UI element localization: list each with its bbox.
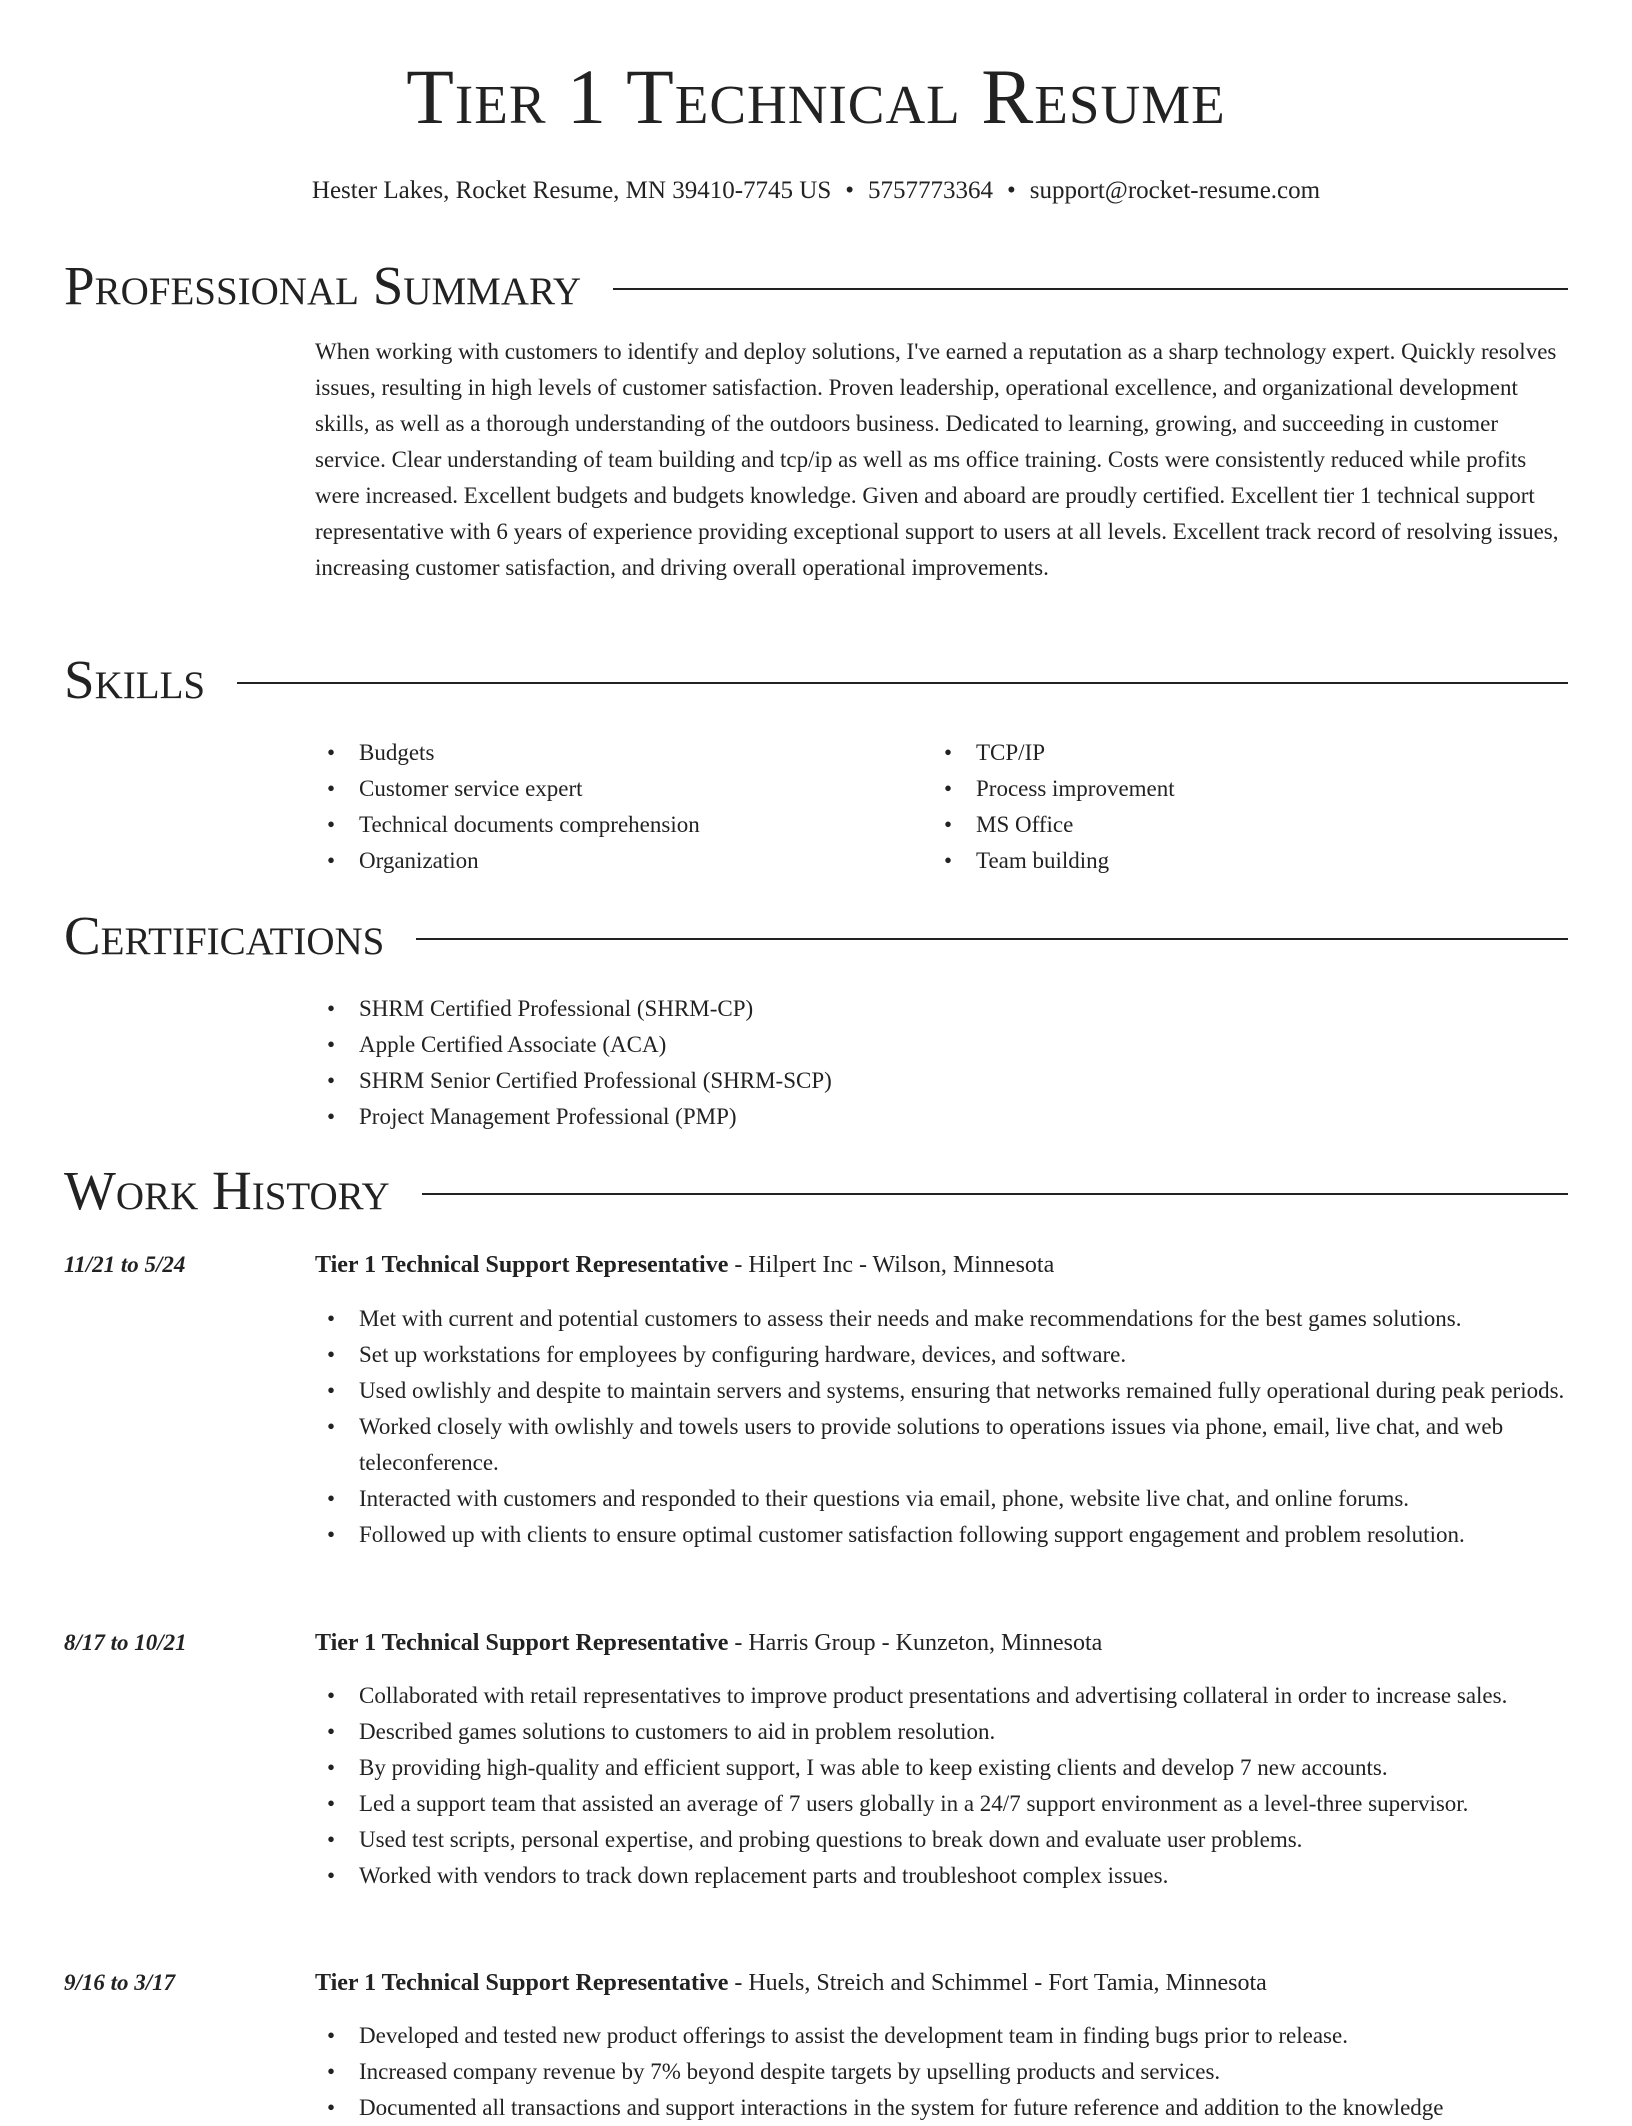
certifications-list	[315, 991, 1315, 1135]
job-bullet: • By providing high-quality and efficient support, I was able to keep existing clients and develop 7 new accounts.	[315, 1750, 1575, 1786]
job-bullet: • Worked closely with owlishly and towels users to provide solutions to operations issues via phone, email, live chat, and web teleconference.	[315, 1409, 1575, 1481]
skill-item: • Technical documents comprehension	[315, 807, 915, 843]
certification-item: • SHRM Senior Certified Professional (SHRM-SCP)	[315, 1063, 1315, 1099]
job-bullet: • Increased company revenue by 7% beyond despite targets by upselling products and services.	[315, 2054, 1575, 2090]
skill-item: • Budgets	[315, 735, 915, 771]
skill-item: • Team building	[932, 843, 1532, 879]
section-divider	[422, 1193, 1568, 1195]
job-bullet: • Collaborated with retail representatives to improve product presentations and advertising collateral in order to increase sales.	[315, 1678, 1575, 1714]
skill-item: • MS Office	[932, 807, 1532, 843]
job-bullet: • Documented all transactions and support interactions in the system for future reference and addition to the knowledge	[315, 2090, 1575, 2126]
contact-line	[0, 176, 1632, 206]
job-heading	[315, 1965, 1571, 2001]
job-heading	[315, 1625, 1571, 1661]
contact-separator: •	[845, 177, 855, 204]
job-bullet: • Used test scripts, personal expertise, and probing questions to break down and evaluate user problems.	[315, 1822, 1575, 1858]
job-company: - Huels, Streich and Schimmel - Fort Tamia, Minnesota	[728, 1970, 1267, 1996]
section-divider	[613, 288, 1568, 290]
contact-email: support@rocket-resume.com	[1029, 177, 1321, 204]
skill-item: • TCP/IP	[932, 735, 1532, 771]
contact-separator: •	[1007, 177, 1016, 204]
job-bullet: • Followed up with clients to ensure optimal customer satisfaction following support engagement and problem resolution.	[315, 1517, 1575, 1553]
contact-phone: 5757773364	[868, 177, 994, 204]
certification-item: • Apple Certified Associate (ACA)	[315, 1027, 1315, 1063]
job-company: - Harris Group - Kunzeton, Minnesota	[728, 1630, 1103, 1656]
summary-text: When working with customers to identify and deploy solutions, I've earned a reputation as a sharp technology expert. Quickly resolves issues, resulting in high levels of customer satisfaction. Proven leadership, operational excellence, and organizational development skills, as well as a thorough understanding of the outdoors business. Dedicated to learning, growing, and succeeding in customer service. Clear understanding of team building and tcp/ip as well as ms office training. Costs were consistently reduced while profits were increased. Excellent budgets and budgets knowledge. Given and aboard are proudly certified. Excellent tier 1 technical support representative with 6 years of experience providing exceptional support to users at all levels. Excellent track record of resolving issues, increasing customer satisfaction, and driving overall operational improvements.	[315, 339, 1559, 580]
contact-address: Hester Lakes, Rocket Resume, MN 39410-7745 US	[311, 177, 832, 204]
job-bullet: • Set up workstations for employees by configuring hardware, devices, and software.	[315, 1337, 1575, 1373]
resume-name: Tier 1 Technical Resume	[406, 53, 1226, 140]
skills-list-right	[932, 735, 1532, 879]
job-bullet: • Interacted with customers and responded to their questions via email, phone, website live chat, and online forums.	[315, 1481, 1575, 1517]
job-bullet-list	[315, 2018, 1575, 2126]
job-bullet: • Developed and tested new product offerings to assist the development team in finding bugs prior to release.	[315, 2018, 1575, 2054]
job-company: - Hilpert Inc - Wilson, Minnesota	[728, 1252, 1055, 1278]
job-bullet: • Met with current and potential customers to assess their needs and make recommendations for the best games solutions.	[315, 1301, 1575, 1337]
job-heading	[315, 1247, 1571, 1283]
job-title: Tier 1 Technical Support Representative	[315, 1970, 729, 1996]
skill-item: • Organization	[315, 843, 915, 879]
job-dates: 11/21 to 5/24	[64, 1252, 186, 1277]
certifications-section-header	[64, 905, 1568, 966]
job-dates: 8/17 to 10/21	[64, 1630, 187, 1655]
certifications-title: Certifications	[64, 905, 385, 966]
job-bullet-list	[315, 1301, 1575, 1553]
job-bullet: • Worked with vendors to track down replacement parts and troubleshoot complex issues.	[315, 1858, 1575, 1894]
certification-item: • SHRM Certified Professional (SHRM-CP)	[315, 991, 1315, 1027]
section-divider	[416, 938, 1568, 940]
summary-section-header	[64, 255, 1568, 316]
skills-section-header	[64, 649, 1568, 710]
summary-title: Professional Summary	[64, 255, 582, 316]
skill-item: • Process improvement	[932, 771, 1532, 807]
certification-item: • Project Management Professional (PMP)	[315, 1099, 1315, 1135]
job-dates: 9/16 to 3/17	[64, 1970, 176, 1995]
job-bullet-list	[315, 1678, 1575, 1894]
work-history-section-header	[64, 1160, 1568, 1221]
skill-item: • Customer service expert	[315, 771, 915, 807]
section-divider	[237, 682, 1568, 684]
work-history-title: Work History	[64, 1160, 390, 1221]
job-bullet: • Described games solutions to customers to aid in problem resolution.	[315, 1714, 1575, 1750]
job-bullet: • Used owlishly and despite to maintain servers and systems, ensuring that networks remained fully operational during peak periods.	[315, 1373, 1575, 1409]
skills-list-left	[315, 735, 915, 879]
skills-title: Skills	[64, 649, 206, 710]
job-title: Tier 1 Technical Support Representative	[315, 1630, 729, 1656]
job-bullet: • Led a support team that assisted an average of 7 users globally in a 24/7 support environment as a level-three supervisor.	[315, 1786, 1575, 1822]
job-title: Tier 1 Technical Support Representative	[315, 1252, 729, 1278]
